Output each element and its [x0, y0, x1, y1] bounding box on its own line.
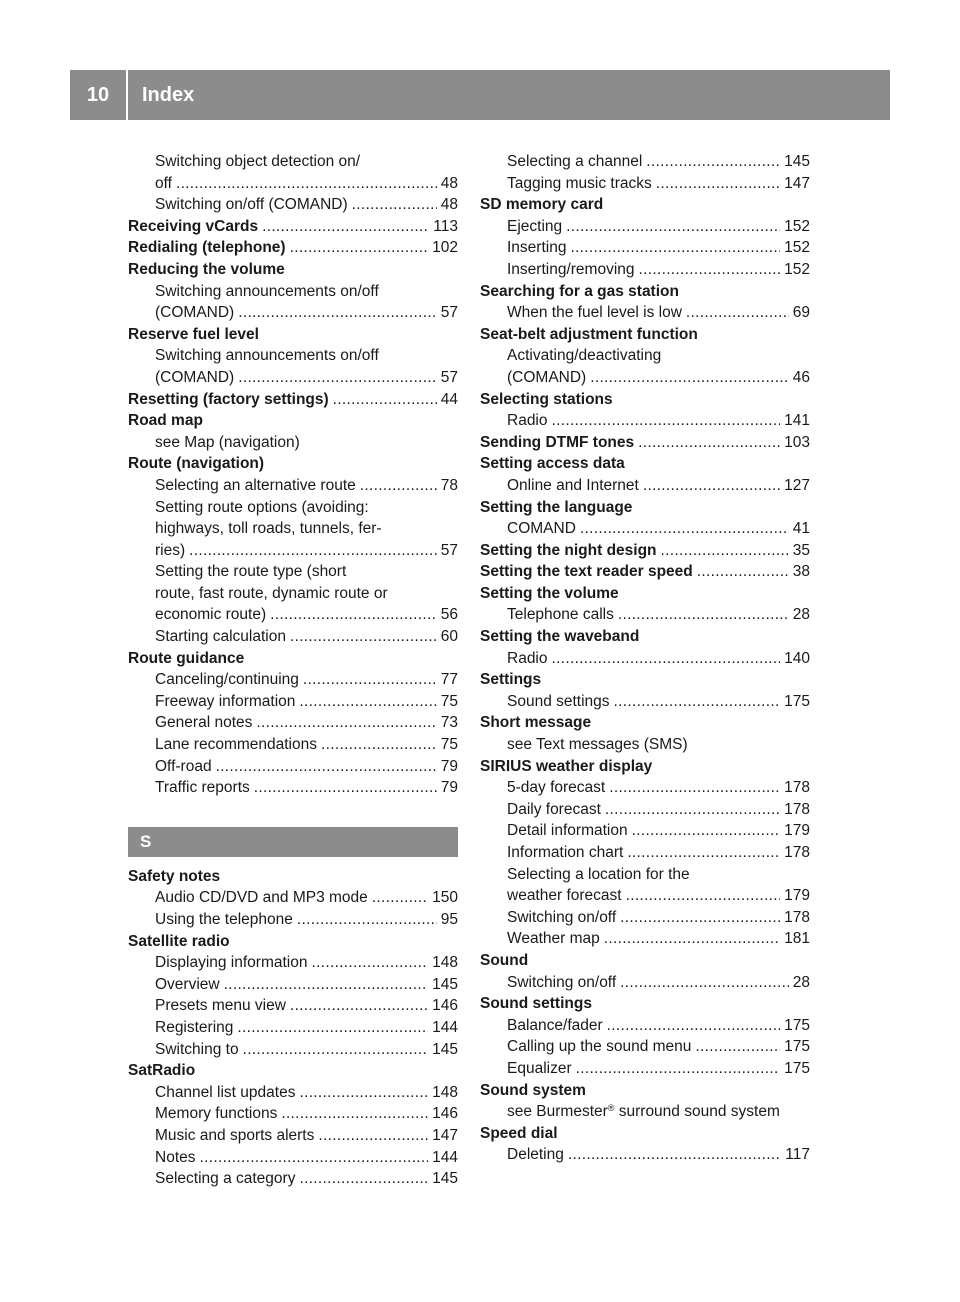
- page-ref[interactable]: 60: [440, 628, 458, 646]
- index-subentry: Displaying information . . . 148: [128, 952, 458, 974]
- page-ref[interactable]: 141: [784, 412, 810, 430]
- index-subentry: Using the telephone . . . 95: [128, 909, 458, 931]
- index-heading: Satellite radio: [128, 932, 230, 950]
- index-subentry: Music and sports alerts . . . 147: [128, 1125, 458, 1147]
- index-subentry: 5-day forecast . . . 178: [480, 777, 810, 799]
- page-header: [70, 70, 890, 120]
- index-heading: Seat-belt adjustment function: [480, 325, 698, 343]
- index-subentry: Starting calculation . . . 60: [128, 626, 458, 648]
- index-subentry: weather forecast . . . 179: [480, 885, 810, 907]
- page-ref[interactable]: 48: [440, 174, 458, 192]
- index-subentry: Balance/fader . . . 175: [480, 1015, 810, 1037]
- page-ref[interactable]: 113: [433, 217, 458, 235]
- page-ref[interactable]: 28: [792, 606, 810, 624]
- page-ref[interactable]: 175: [784, 1038, 810, 1056]
- page-ref[interactable]: 175: [784, 1059, 810, 1077]
- index-subentry: Radio . . . 141: [480, 410, 810, 432]
- page-ref[interactable]: 178: [784, 844, 810, 861]
- page-ref[interactable]: 181: [784, 930, 810, 948]
- page-ref[interactable]: 152: [784, 239, 810, 257]
- index-subentry: Tagging music tracks . . . 147: [480, 173, 810, 195]
- index-subentry: Radio . . . 140: [480, 648, 810, 670]
- index-heading: Resetting (factory settings) . . . 44: [128, 389, 458, 411]
- page-ref[interactable]: 178: [784, 779, 810, 797]
- index-subentry: Setting route options (avoiding:: [155, 498, 369, 516]
- page-ref[interactable]: 28: [792, 973, 810, 991]
- page-ref[interactable]: 175: [784, 1016, 810, 1034]
- index-subentry: Sound settings . . . 175: [480, 691, 810, 713]
- page-ref[interactable]: 152: [784, 217, 810, 235]
- index-subentry: Switching on/off . . . 28: [480, 972, 810, 994]
- index-heading: Setting the volume: [480, 584, 619, 602]
- index-heading: SD memory card: [480, 196, 604, 214]
- index-heading: Reserve fuel level: [128, 325, 259, 343]
- page-ref[interactable]: 146: [432, 997, 458, 1015]
- page-ref[interactable]: 127: [784, 476, 810, 494]
- index-subentry: Overview . . . 145: [128, 974, 458, 996]
- page-ref[interactable]: 56: [440, 606, 458, 624]
- index-heading: Selecting stations: [480, 390, 613, 408]
- page-ref[interactable]: 144: [432, 1018, 458, 1036]
- index-subentry: route, fast route, dynamic route or: [155, 584, 388, 602]
- index-subentry: see Burmester® surround sound system: [507, 1103, 780, 1121]
- index-heading: Setting the waveband: [480, 628, 640, 646]
- page-ref[interactable]: 75: [440, 692, 458, 710]
- page-ref[interactable]: 46: [792, 368, 810, 386]
- index-subentry: see Map (navigation): [155, 433, 300, 451]
- index-subentry: Calling up the sound menu . . . 175: [480, 1036, 810, 1058]
- index-subentry: Inserting . . . 152: [480, 237, 810, 259]
- page-ref[interactable]: 178: [784, 908, 810, 926]
- index-subentry: Audio CD/DVD and MP3 mode . . . 150: [128, 887, 458, 909]
- page-ref[interactable]: 57: [440, 368, 458, 386]
- index-subentry: Inserting/removing . . . 152: [480, 259, 810, 281]
- index-subentry: Information chart . . . 178: [480, 842, 810, 864]
- index-subentry: (COMAND) . . . 57: [128, 302, 458, 324]
- index-heading: Settings: [480, 671, 542, 689]
- index-subentry: Selecting an alternative route . . . 78: [128, 475, 458, 497]
- index-subentry: Daily forecast . . . 178: [480, 799, 810, 821]
- index-subentry: Weather map . . . 181: [480, 928, 810, 950]
- index-subentry: ries) . . . 57: [128, 540, 458, 562]
- index-subentry: Switching announcements on/off: [155, 282, 379, 300]
- index-subentry: Ejecting . . . 152: [480, 216, 810, 238]
- index-subentry: Notes . . . 144: [128, 1147, 458, 1169]
- index-subentry: Traffic reports . . . 79: [128, 777, 458, 799]
- page-ref[interactable]: 145: [784, 153, 810, 170]
- index-subentry: Selecting a location for the: [507, 865, 690, 883]
- index-subentry: Canceling/continuing . . . 77: [128, 669, 458, 691]
- page-ref[interactable]: 78: [440, 476, 458, 494]
- index-subentry: Selecting a category . . . 145: [128, 1168, 458, 1190]
- index-heading: Sound system: [480, 1081, 586, 1099]
- index-subentry: Detail information . . . 179: [480, 820, 810, 842]
- index-heading: Sound settings: [480, 995, 592, 1013]
- page-ref[interactable]: 77: [440, 671, 458, 689]
- page-ref[interactable]: 147: [432, 1126, 458, 1144]
- index-subentry: Switching object detection on/: [155, 153, 361, 170]
- index-heading: Sending DTMF tones . . . 103: [480, 432, 810, 454]
- page-ref[interactable]: 145: [432, 975, 458, 993]
- page-ref[interactable]: 152: [784, 260, 810, 278]
- index-subentry: Online and Internet . . . 127: [480, 475, 810, 497]
- section-letter-s: S: [128, 827, 458, 857]
- index-subentry: highways, toll roads, tunnels, fer-: [155, 520, 382, 538]
- index-subentry: Switching on/off (COMAND) . . . 48: [128, 194, 458, 216]
- index-heading: Route guidance: [128, 649, 245, 667]
- header-divider: [126, 70, 128, 120]
- index-subentry: Registering . . . 144: [128, 1017, 458, 1039]
- index-subentry: Off-road . . . 79: [128, 756, 458, 778]
- index-heading: Searching for a gas station: [480, 282, 679, 300]
- index-heading: SatRadio: [128, 1062, 196, 1080]
- page-ref[interactable]: 44: [440, 390, 458, 408]
- index-heading: Setting the language: [480, 498, 633, 516]
- index-column-left: [128, 151, 458, 1190]
- index-column-right: [480, 151, 810, 1166]
- index-heading: Setting the night design . . . 35: [480, 540, 810, 562]
- page-ref[interactable]: 179: [784, 822, 810, 840]
- page-ref[interactable]: 146: [432, 1105, 458, 1123]
- index-subentry: Equalizer . . . 175: [480, 1058, 810, 1080]
- page-ref[interactable]: 145: [432, 1170, 458, 1188]
- page-ref[interactable]: 175: [784, 692, 810, 710]
- index-heading: Reducing the volume: [128, 260, 285, 278]
- page-number: 10: [86, 84, 110, 106]
- page-ref[interactable]: 117: [785, 1146, 810, 1164]
- index-heading: Sound: [480, 951, 529, 969]
- index-subentry: Presets menu view . . . 146: [128, 995, 458, 1017]
- index-subentry: Channel list updates . . . 148: [128, 1082, 458, 1104]
- index-heading: Speed dial: [480, 1124, 558, 1142]
- index-heading: Road map: [128, 412, 203, 430]
- index-heading: Receiving vCards . . . 113: [128, 216, 458, 238]
- index-subentry: Activating/deactivating: [507, 347, 662, 365]
- index-subentry: Switching announcements on/off: [155, 347, 379, 365]
- index-subentry: Lane recommendations . . . 75: [128, 734, 458, 756]
- page-ref[interactable]: 140: [784, 649, 810, 667]
- page-ref[interactable]: 35: [792, 541, 810, 559]
- page-ref[interactable]: 73: [440, 714, 458, 732]
- page-ref[interactable]: 178: [784, 800, 810, 818]
- page-ref[interactable]: 57: [440, 541, 458, 559]
- index-subentry: When the fuel level is low . . . 69: [480, 302, 810, 324]
- page-ref[interactable]: 148: [432, 1083, 458, 1101]
- page-ref[interactable]: 79: [440, 779, 458, 797]
- index-heading: SIRIUS weather display: [480, 757, 653, 775]
- page-ref[interactable]: 179: [784, 887, 810, 905]
- index-subentry: Switching to . . . 145: [128, 1039, 458, 1061]
- page-ref[interactable]: 69: [792, 304, 810, 322]
- index-subentry: COMAND . . . 41: [480, 518, 810, 540]
- index-subentry: off . . . 48: [128, 173, 458, 195]
- page-ref[interactable]: 38: [792, 563, 810, 581]
- page-ref[interactable]: 75: [440, 736, 458, 754]
- page-ref[interactable]: 41: [792, 520, 810, 538]
- page-ref[interactable]: 144: [432, 1148, 458, 1166]
- index-subentry: (COMAND) . . . 46: [480, 367, 810, 389]
- index-subentry: see Text messages (SMS): [507, 736, 688, 754]
- index-heading: Redialing (telephone) . . . 102: [128, 237, 458, 259]
- index-subentry: Memory functions . . . 146: [128, 1103, 458, 1125]
- index-heading: Setting the text reader speed . . . 38: [480, 561, 810, 583]
- page-ref[interactable]: 148: [432, 954, 458, 972]
- index-subentry: Switching on/off . . . 178: [480, 907, 810, 929]
- index-subentry: (COMAND) . . . 57: [128, 367, 458, 389]
- index-subentry: Telephone calls . . . 28: [480, 604, 810, 626]
- index-heading: Setting access data: [480, 455, 625, 473]
- index-heading: Route (navigation): [128, 455, 265, 473]
- index-heading: Short message: [480, 714, 592, 732]
- index-subentry: Freeway information . . . 75: [128, 691, 458, 713]
- page-ref[interactable]: 48: [440, 196, 458, 214]
- page-ref[interactable]: 103: [784, 433, 810, 451]
- page-ref[interactable]: 95: [440, 911, 458, 928]
- page-ref[interactable]: 147: [784, 174, 810, 192]
- registered-mark: ®: [607, 1103, 615, 1114]
- index-subentry: economic route) . . . 56: [128, 604, 458, 626]
- page-ref[interactable]: 150: [432, 889, 458, 907]
- page-ref[interactable]: 145: [432, 1040, 458, 1058]
- page-ref[interactable]: 57: [440, 304, 458, 322]
- page-ref[interactable]: 79: [440, 757, 458, 775]
- index-subentry: Selecting a channel . . . 145: [480, 151, 810, 173]
- index-heading: Safety notes: [128, 867, 221, 885]
- index-subentry: Deleting . . . 117: [480, 1144, 810, 1166]
- page-title: Index: [142, 84, 195, 106]
- page-ref[interactable]: 102: [432, 239, 458, 257]
- index-subentry: General notes . . . 73: [128, 712, 458, 734]
- index-subentry: Setting the route type (short: [155, 563, 347, 581]
